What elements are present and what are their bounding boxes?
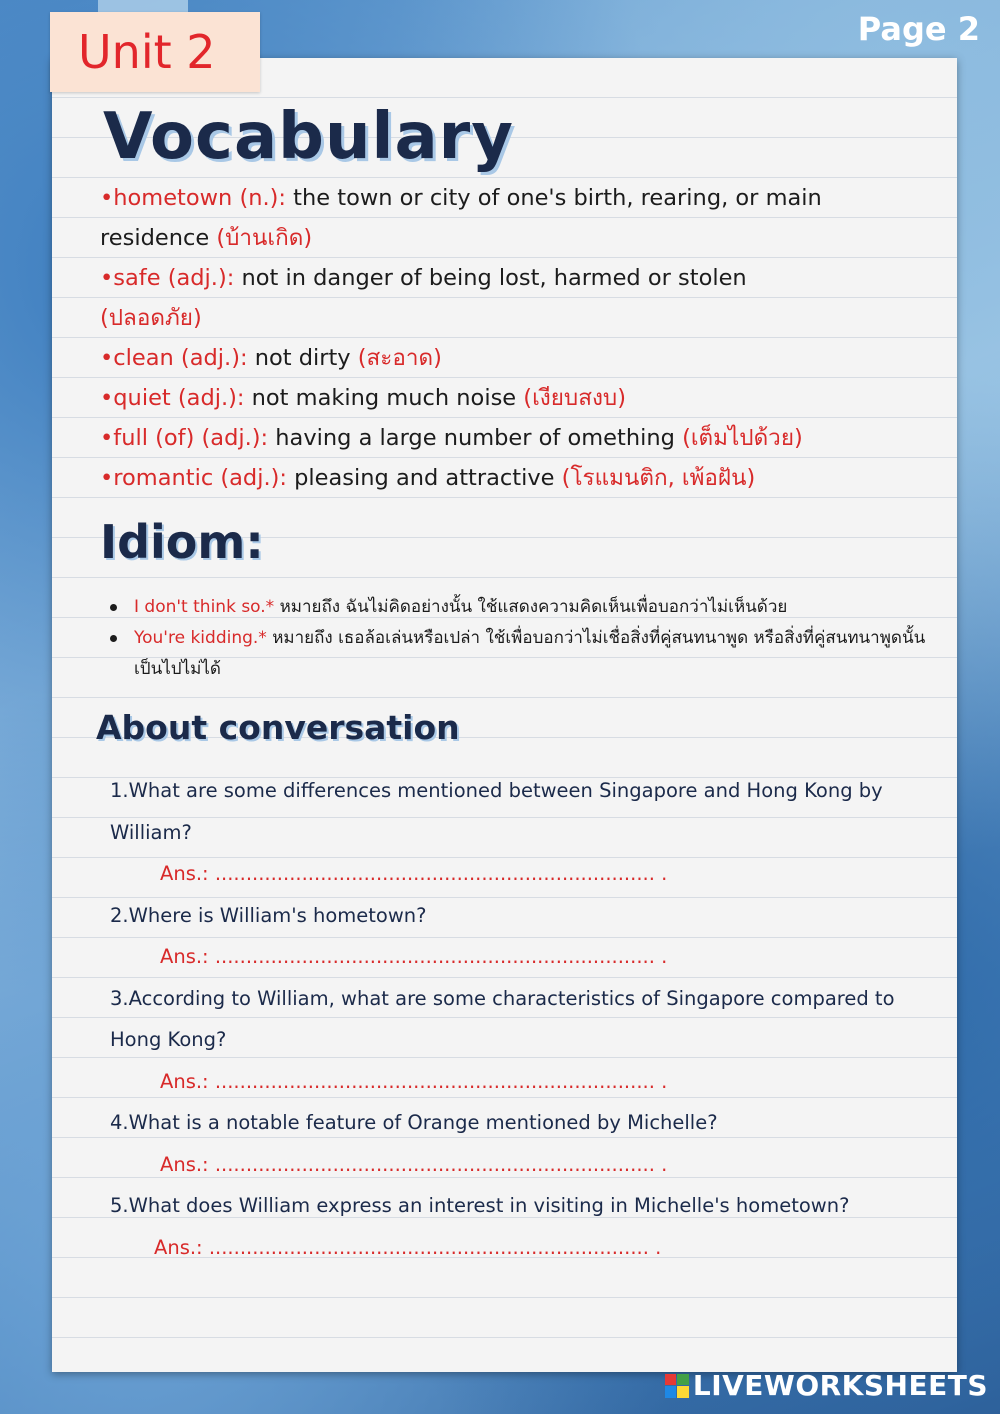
answer-field-2[interactable]: Ans.: ....................................................................... . xyxy=(160,945,668,968)
idiom-phrase: I don't think so.* xyxy=(134,597,275,617)
brand-text: LIVEWORKSHEETS xyxy=(692,1369,988,1402)
answer-field-1[interactable]: Ans.: ....................................................................... . xyxy=(160,862,668,885)
vocabulary-list xyxy=(100,178,930,498)
logo-square xyxy=(677,1386,689,1398)
liveworksheets-logo-icon xyxy=(665,1374,689,1398)
page-number: Page 2 xyxy=(857,10,980,48)
vocab-definition: having a large number of omething xyxy=(268,425,683,451)
idiom-meaning: หมายถึง เธอล้อเล่นหรือเปล่า ใช้เพื่อบอกว่าไม่เชื่อสิ่งที่คู่สนทนาพูด หรือสิ่งที่คู่สนทนาพูดนั้นเป็นไปไม่ได้ xyxy=(134,628,926,679)
vocab-entry xyxy=(100,178,930,258)
vocab-definition: not making much noise xyxy=(244,385,524,411)
idiom-item xyxy=(106,592,936,623)
idiom-item xyxy=(106,623,936,685)
vocab-thai: (เงียบสงบ) xyxy=(523,385,626,411)
vocab-thai: (เต็มไปด้วย) xyxy=(682,425,803,451)
vocab-term: •full (of) (adj.): xyxy=(100,425,269,451)
vocab-entry xyxy=(100,418,930,458)
logo-square xyxy=(665,1374,677,1386)
idiom-phrase: You're kidding.* xyxy=(134,628,267,648)
question-1: 1.What are some differences mentioned between Singapore and Hong Kong by William? xyxy=(110,779,883,844)
vocab-term: •hometown (n.): xyxy=(100,185,287,211)
idiom-meaning: หมายถึง ฉันไม่คิดอย่างนั้น ใช้แสดงความคิดเห็นเพื่อบอกว่าไม่เห็นด้วย xyxy=(274,597,788,617)
question-5: 5.What does William express an interest in visiting in Michelle's hometown? xyxy=(110,1194,850,1217)
vocab-term: •romantic (adj.): xyxy=(100,465,287,491)
answer-field-5[interactable]: Ans.: ....................................................................... . xyxy=(154,1235,662,1259)
vocab-term: •safe (adj.): xyxy=(100,265,235,291)
logo-square xyxy=(665,1386,677,1398)
question-list xyxy=(110,770,940,1268)
vocab-definition: not dirty xyxy=(247,345,358,371)
vocab-thai: (สะอาด) xyxy=(357,345,442,371)
idiom-heading: Idiom: xyxy=(100,515,264,569)
answer-field-3[interactable]: Ans.: ....................................................................... . xyxy=(160,1069,668,1093)
vocab-definition: the town or city of one's birth, rearing, or main residence xyxy=(100,185,822,251)
vocab-definition: pleasing and attractive xyxy=(286,465,562,491)
unit-label: Unit 2 xyxy=(50,12,260,92)
liveworksheets-brand[interactable] xyxy=(665,1369,988,1402)
vocab-term: •quiet (adj.): xyxy=(100,385,245,411)
vocab-entry xyxy=(100,338,930,378)
vocab-entry xyxy=(100,458,930,498)
vocabulary-heading: Vocabulary xyxy=(103,100,514,174)
vocab-thai: (ปลอดภัย) xyxy=(100,305,202,331)
vocab-definition: not in danger of being lost, harmed or stolen xyxy=(234,265,747,291)
vocab-entry xyxy=(100,378,930,418)
idiom-list xyxy=(106,592,936,685)
vocab-entry xyxy=(100,258,930,338)
vocab-thai: (บ้านเกิด) xyxy=(216,225,313,251)
question-4: 4.What is a notable feature of Orange mentioned by Michelle? xyxy=(110,1111,718,1134)
answer-field-4[interactable]: Ans.: ....................................................................... . xyxy=(160,1152,668,1176)
vocab-term: •clean (adj.): xyxy=(100,345,248,371)
question-3: 3.According to William, what are some characteristics of Singapore compared to Hong Kong? xyxy=(110,986,895,1051)
logo-square xyxy=(677,1374,689,1386)
vocab-thai: (โรแมนติก, เพ้อฝัน) xyxy=(561,465,756,491)
question-2: 2.Where is William's hometown? xyxy=(110,903,427,927)
conversation-heading: About conversation xyxy=(96,708,460,747)
